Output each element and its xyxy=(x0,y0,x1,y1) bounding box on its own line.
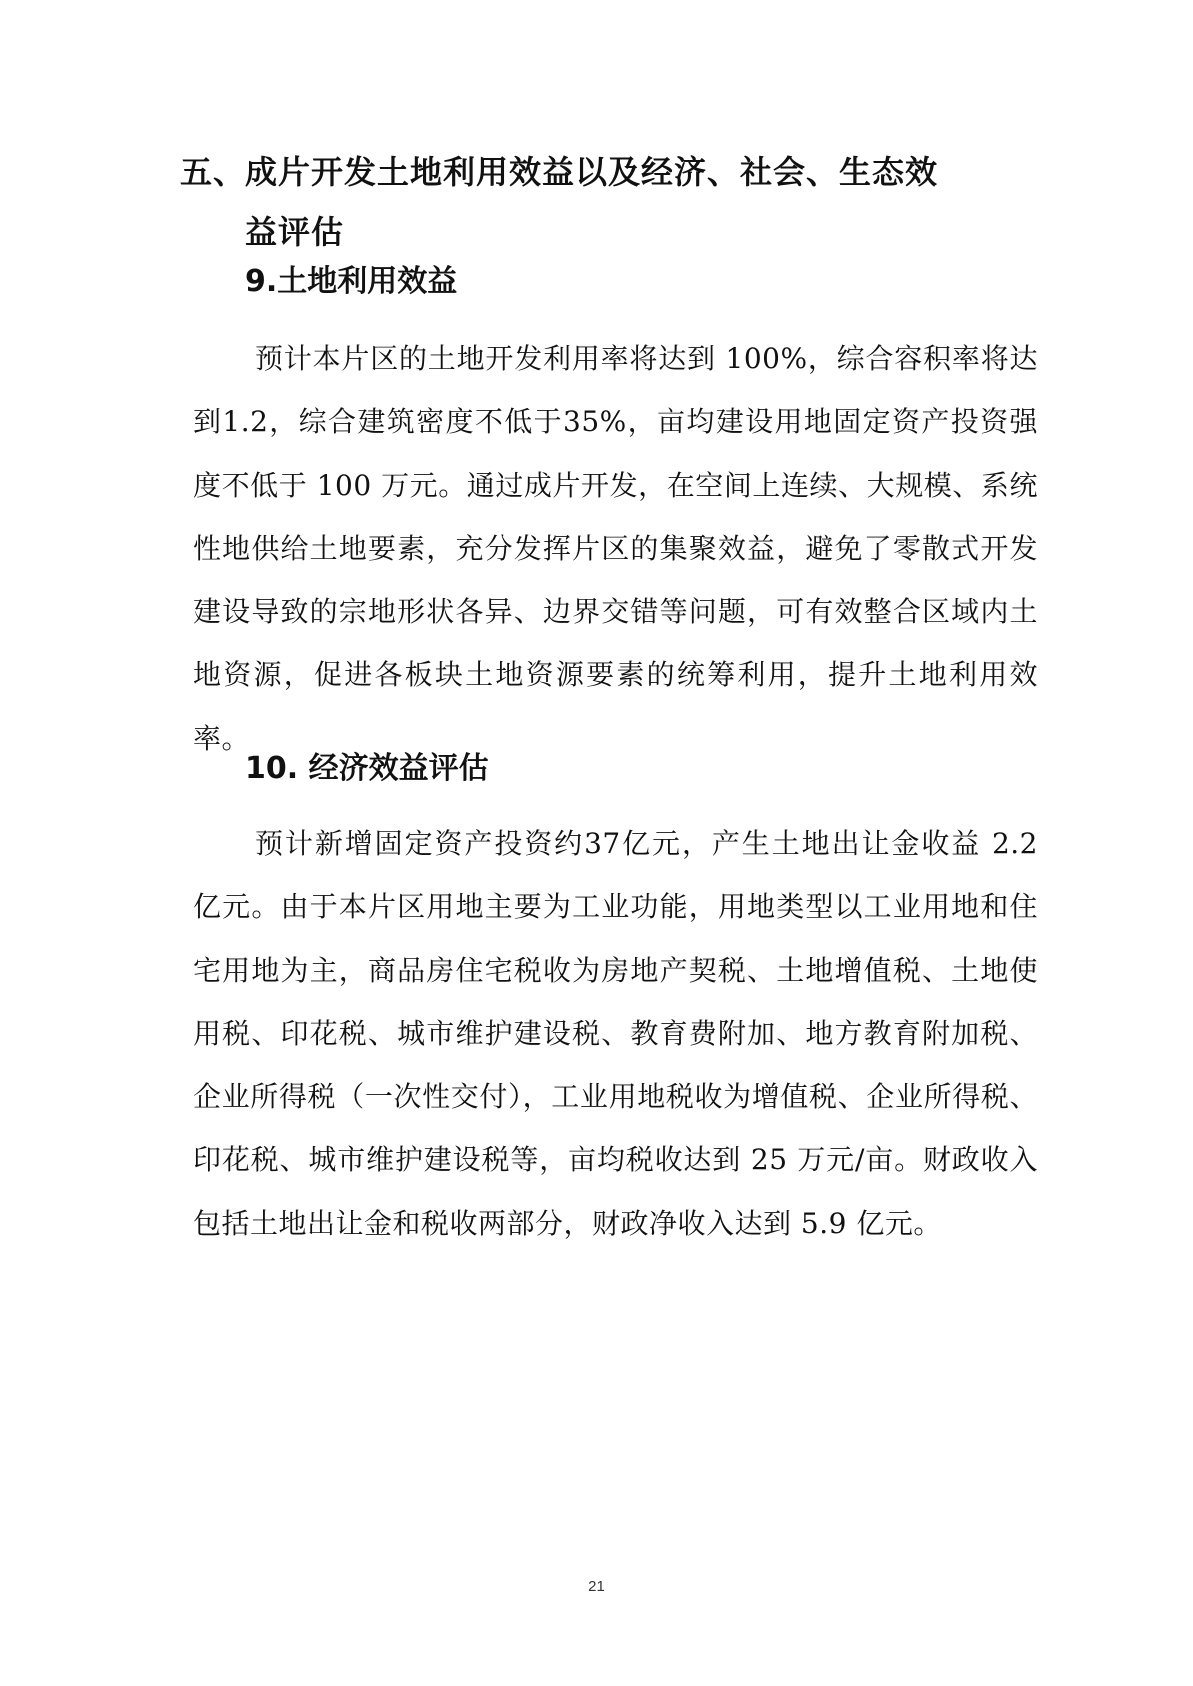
subsection-heading-land-use: 9.土地利用效益 xyxy=(245,264,458,299)
paragraph-economic: 预计新增固定资产投资约37亿元，产生土地出让金收益 2.2 亿元。由于本片区用地主要为工业功能，用地类型以工业用地和住宅用地为主，商品房住宅税收为房地产契税、土地增值税、土地使用税、印花税、城市维护建设税、教育费附加、地方教育附加税、企业所得税（一次性交付），工业用地税收为增值税、企业所得税、印花税、城市维护建设税等，亩均税收达到 25 万元/亩。财政收入包括土地出让金和税收两部分，财政净收入达到 5.9 亿元。 xyxy=(193,827,1038,1240)
paragraph-land-use: 预计本片区的土地开发利用率将达到 100%，综合容积率将达到1.2，综合建筑密度不低于35%，亩均建设用地固定资产投资强度不低于 100 万元。通过成片开发，在空间上连续、大规模、系统性地供给土地要素，充分发挥片区的集聚效益，避免了零散式开发建设导致的宗地形状各异、边界交错等问题，可有效整合区域内土地资源，促进各板块土地资源要素的统筹利用，提升土地利用效率。 xyxy=(193,342,1038,755)
subsection-heading-economic: 10. 经济效益评估 xyxy=(245,751,489,786)
page-number: 21 xyxy=(588,1578,605,1595)
section-number: 五、 xyxy=(180,153,247,191)
section-heading xyxy=(180,142,1020,262)
section-title: 成片开发土地利用效益以及经济、社会、生态效益评估 xyxy=(245,153,939,251)
